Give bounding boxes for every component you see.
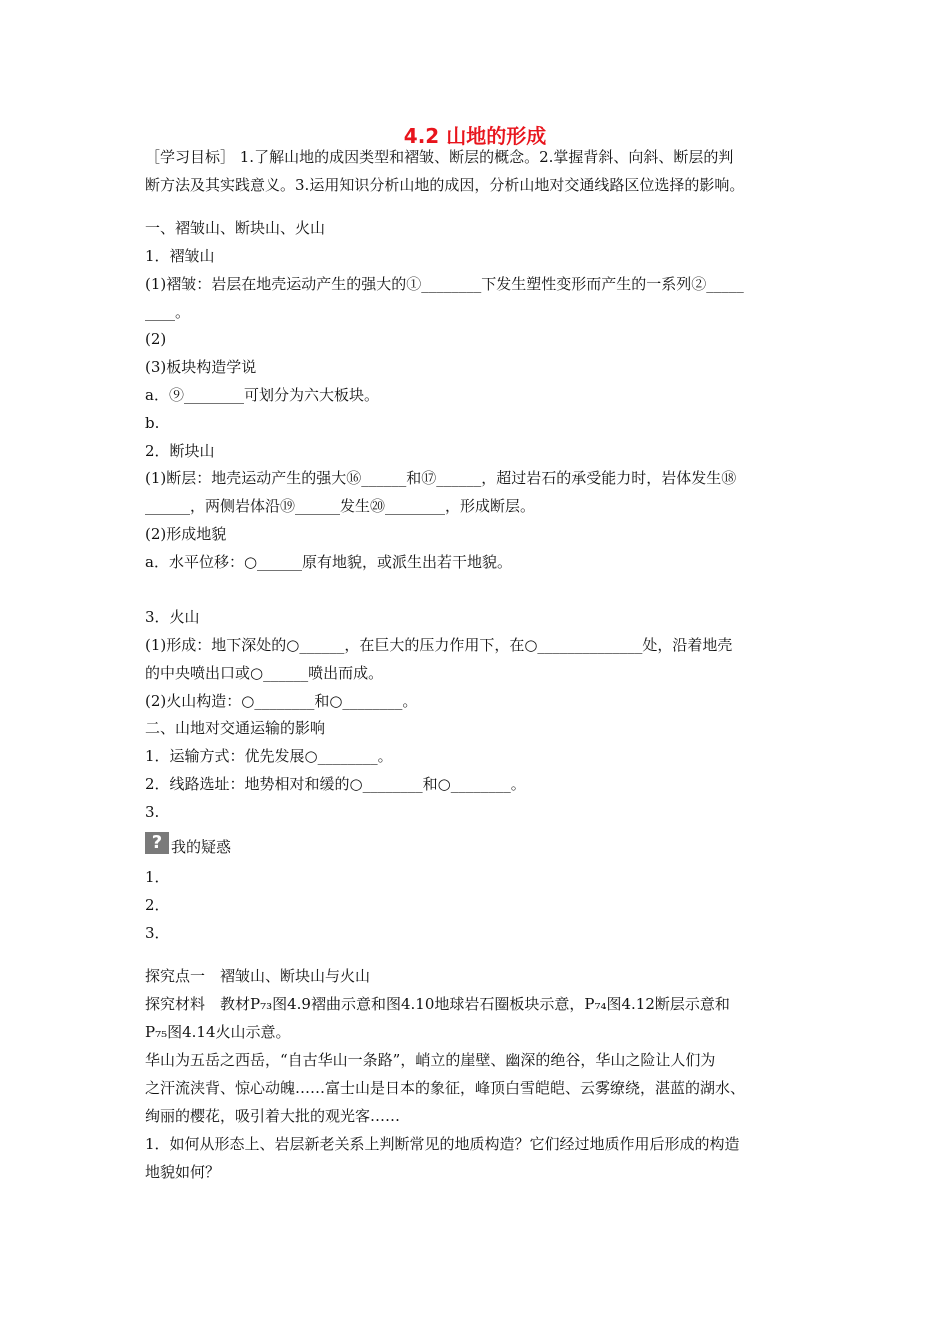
section-heading-1: 一、褶皱山、断块山、火山 (145, 219, 326, 237)
objectives-line-1: ［学习目标］ 1.了解山地的成因类型和褶皱、断层的概念。2.掌握背斜、向斜、断层的判 (145, 148, 734, 166)
fold-definition: (1)褶皱：岩层在地壳运动产生的强大的①________下发生塑性变形而产生的一系列②_____ (145, 275, 744, 293)
question-mark-icon: ? (145, 832, 169, 854)
passage-line-2: 之汗流浃背、惊心动魄……富士山是日本的象征，峰顶白雪皑皑、云雾缭绕，湛蓝的湖水、 (145, 1079, 746, 1097)
question-1: 1．如何从形态上、岩层新老关系上判断常见的地质构造？它们经过地质作用后形成的构造 (145, 1135, 740, 1153)
subheading-fault-block: 2．断块山 (145, 442, 215, 460)
fault-definition-cont: ______，两侧岩体沿⑲______发生⑳________，形成断层。 (145, 497, 536, 515)
route-selection: 2．线路选址：地势相对和缓的○________和○________。 (145, 775, 526, 793)
item-2: (2) (145, 330, 167, 348)
horizontal-shift: a．水平位移：○______原有地貌，或派生出若干地貌。 (145, 553, 513, 571)
my-doubts-label: 我的疑惑 (171, 838, 232, 856)
transport-mode: 1．运输方式：优先发展○________。 (145, 747, 393, 765)
landform-heading: (2)形成地貌 (145, 525, 227, 543)
passage-line-1: 华山为五岳之西岳，“自古华山一条路”，峭立的崖壁、幽深的绝谷，华山之险让人们为 (145, 1051, 716, 1069)
doubt-item-2: 2． (145, 896, 170, 914)
subheading-volcano: 3．火山 (145, 608, 200, 626)
inquiry-material-1: 探究材料 教材P₇₃图4.9褶曲示意和图4.10地球岩石圈板块示意，P₇₄图4.12断层示意和 (145, 995, 730, 1013)
inquiry-material-2: P₇₅图4.14火山示意。 (145, 1023, 291, 1041)
doubt-item-3: 3． (145, 924, 170, 942)
page-title: 4.2 山地的形成 (403, 124, 547, 148)
volcano-formation: (1)形成：地下深处的○______，在巨大的压力作用下，在○______________处，沿着地壳 (145, 636, 733, 654)
volcano-formation-cont: 的中央喷出口或○______喷出而成。 (145, 664, 384, 682)
fold-definition-cont: ____。 (145, 303, 191, 321)
plate-item-a: a．⑨________可划分为六大板块。 (145, 386, 379, 404)
objectives-line-2: 断方法及其实践意义。3.运用知识分析山地的成因，分析山地对交通线路区位选择的影响。 (145, 176, 745, 194)
fault-definition: (1)断层：地壳运动产生的强大⑯______和⑰______，超过岩石的承受能力时，岩体发生⑱ (145, 469, 737, 487)
section-heading-2: 二、山地对交通运输的影响 (145, 719, 326, 737)
question-1-cont: 地貌如何？ (145, 1163, 221, 1181)
volcano-structure: (2)火山构造：○________和○________。 (145, 692, 418, 710)
inquiry-point-heading: 探究点一 褶皱山、断块山与火山 (145, 967, 371, 985)
passage-line-3: 绚丽的樱花，吸引着大批的观光客…… (145, 1107, 401, 1125)
plate-item-b: b. (145, 414, 160, 432)
item-3: 3. (145, 803, 160, 821)
doubt-item-1: 1． (145, 868, 170, 886)
subheading-fold-mountain: 1．褶皱山 (145, 247, 215, 265)
plate-tectonics: (3)板块构造学说 (145, 358, 257, 376)
